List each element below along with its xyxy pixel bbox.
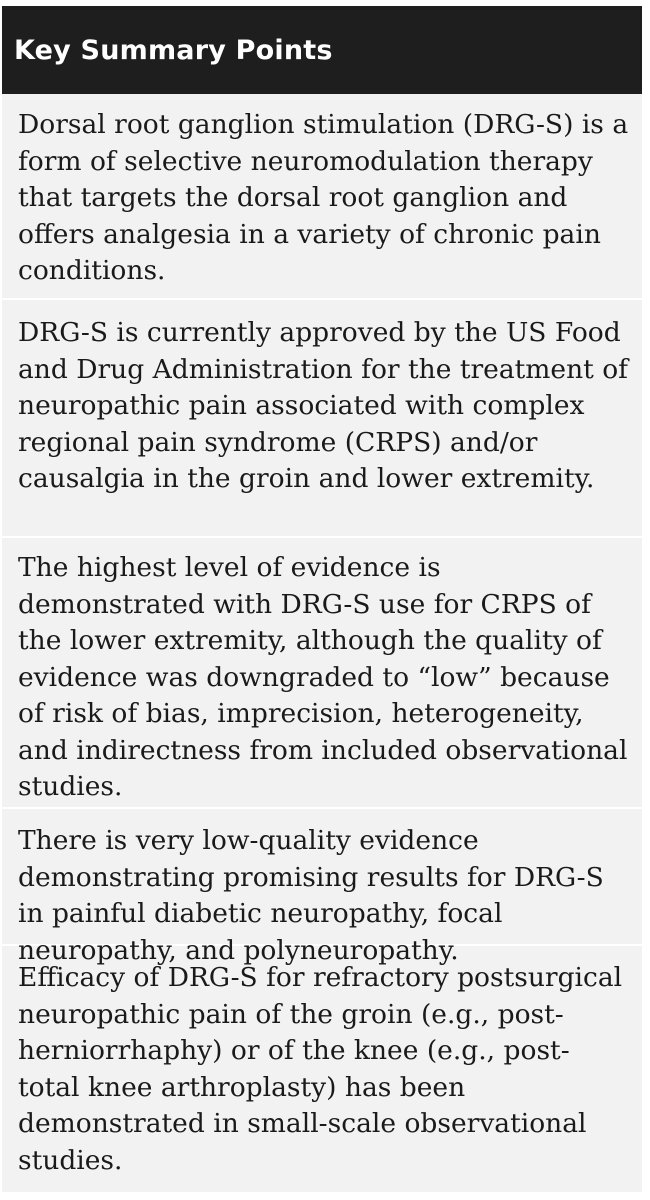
summary-header (2, 6, 642, 94)
key-summary-points-box (2, 6, 642, 1192)
summary-points-list (2, 94, 642, 1192)
summary-point: DRG-S is currently approved by the US Food and Drug Administration for the treatment of neuropathic pain associated with complex regional pain syndrome (CRPS) and/or causalgia in the groin and lower extremity. (2, 298, 642, 536)
summary-point: Efficacy of DRG-S for refractory postsurgical neuropathic pain of the groin (e.g., post-herniorrhaphy) or of the knee (e.g., post-total knee arthroplasty) has been demonstrated in small-scale observational studies. (2, 944, 642, 1192)
summary-point: The highest level of evidence is demonstrated with DRG-S use for CRPS of the lower extremity, although the quality of evidence was downgraded to “low” because of risk of bias, imprecision, heterogeneity, and indirectness from included observational studies. (2, 536, 642, 807)
summary-point: Dorsal root ganglion stimulation (DRG-S) is a form of selective neuromodulation therapy that targets the dorsal root ganglion and offers analgesia in a variety of chronic pain conditions. (18, 109, 629, 286)
summary-title: Key Summary Points (14, 34, 333, 66)
summary-point: There is very low-quality evidence demonstrating promising results for DRG-S in painful diabetic neuropathy, focal neuropathy, and polyneuropathy. (2, 807, 642, 944)
